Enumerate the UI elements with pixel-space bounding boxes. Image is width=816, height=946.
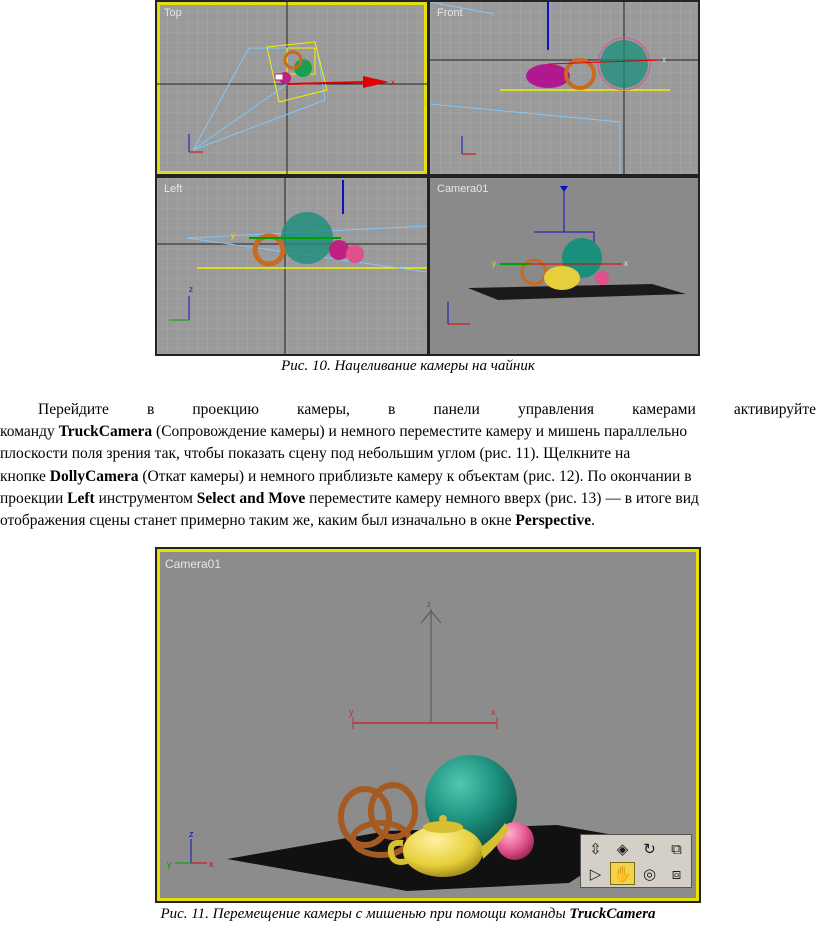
svg-text:x: x [624, 259, 628, 268]
text-run: (Сопровождение камеры) и немного переместите камеру и мишень параллельно [152, 423, 688, 441]
figure-11 [155, 547, 701, 903]
term-perspective: Perspective [515, 512, 592, 530]
text-run: проекции [0, 489, 68, 507]
svg-text:x: x [391, 78, 395, 87]
word: камеры, [297, 401, 350, 418]
figure-10-caption: Рис. 10. Нацеливание камеры на чайник [281, 358, 535, 374]
caption-text: Рис. 11. Перемещение камеры с мишенью при помощи команды [160, 906, 570, 922]
text-run: переместите камеру немного вверх (рис. 13) — в итоге вид [305, 489, 699, 507]
viewport-camera[interactable] [430, 178, 698, 354]
term-left: Left [67, 489, 95, 507]
word: проекцию [192, 401, 259, 418]
term-truckcamera: TruckCamera [58, 423, 153, 441]
top-viewport-scene [157, 2, 427, 174]
svg-text:z: z [189, 285, 193, 294]
figure-10 [155, 0, 700, 356]
fov-icon[interactable]: ▷ [589, 864, 602, 883]
word: панели [433, 401, 480, 418]
viewport-label-front: Front [437, 7, 463, 19]
roll-icon[interactable]: ↻ [643, 839, 656, 858]
text-run: (Откат камеры) и немного приблизьте камеру к объектам (рис. 12). По окончании в [138, 467, 692, 485]
text-run: плоскости поля зрения так, чтобы показать сцену под небольшим углом (рис. 11). Щелкните на [0, 445, 631, 463]
paragraph-line-2 [0, 421, 816, 443]
camera-viewport-scene [430, 178, 698, 354]
paragraph-line-6 [0, 510, 816, 532]
svg-text:x: x [491, 707, 496, 717]
text-run: инструментом [94, 489, 197, 507]
svg-text:y: y [492, 259, 496, 268]
word: в [388, 401, 396, 418]
viewport-top[interactable] [157, 2, 427, 174]
viewport-camera-large[interactable] [157, 549, 699, 901]
front-viewport-scene [430, 2, 698, 174]
svg-text:y: y [167, 859, 172, 869]
viewport-left[interactable] [157, 178, 427, 354]
truck-hand-icon[interactable]: ✋ [610, 862, 635, 885]
maximize-icon[interactable]: ⧈ [671, 864, 682, 883]
term-dollycamera: DollyCamera [49, 467, 139, 485]
viewport-front[interactable] [430, 2, 698, 174]
camera-navigation-toolbar [580, 834, 692, 888]
svg-text:x: x [209, 859, 214, 869]
paragraph-line-1 [0, 399, 816, 421]
perspective-icon[interactable]: ◈ [616, 839, 629, 858]
figure-11-caption [0, 906, 816, 923]
orbit-icon[interactable]: ◎ [642, 864, 657, 883]
svg-text:y: y [349, 707, 354, 717]
viewport-label-camera-large: Camera01 [165, 557, 222, 571]
body-paragraph [0, 399, 816, 532]
left-viewport-scene [157, 178, 427, 354]
svg-text:y: y [231, 231, 235, 240]
word: Перейдите [38, 401, 109, 418]
word: в [146, 401, 155, 418]
paragraph-line-3 [0, 443, 816, 465]
zoom-extents-icon[interactable]: ⧉ [671, 839, 682, 858]
svg-text:z: z [427, 600, 431, 609]
viewport-label-top: Top [164, 7, 182, 19]
word: камерами [632, 401, 696, 418]
word: активируйте [733, 401, 816, 418]
paragraph-line-5 [0, 488, 816, 510]
viewport-label-camera: Camera01 [437, 183, 489, 195]
caption-term: TruckCamera [569, 906, 656, 922]
text-run: команду [0, 423, 59, 441]
dolly-icon[interactable]: ⇳ [589, 839, 602, 858]
svg-text:z: z [189, 829, 194, 839]
word: управления [517, 401, 595, 418]
viewport-label-left: Left [164, 183, 183, 195]
svg-text:x: x [662, 55, 666, 64]
text-run: кнопке [0, 467, 50, 485]
paragraph-line-4 [0, 466, 816, 488]
text-run: отображения сцены станет примерно таким же, каким был изначально в окне [0, 512, 516, 530]
text-run: . [591, 512, 595, 530]
term-select-and-move: Select and Move [196, 489, 306, 507]
